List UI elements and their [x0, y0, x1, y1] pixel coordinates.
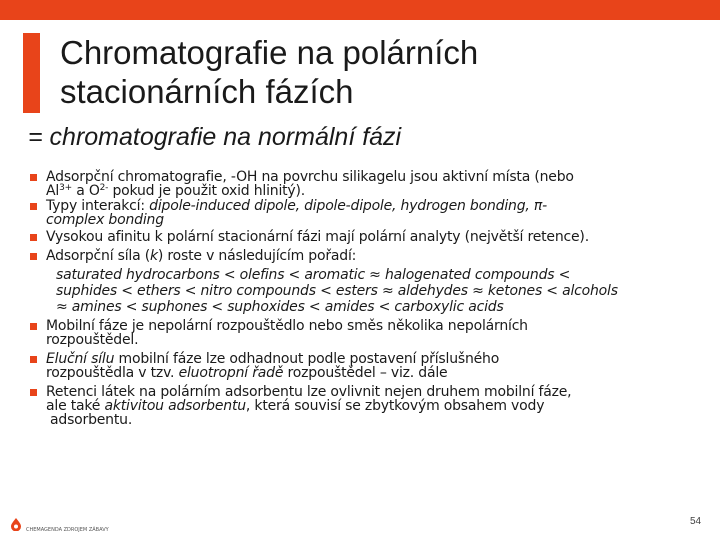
bullet-text: Mobilní fáze je nepolární rozpouštědlo nebo směs několika nepolárních — [46, 318, 528, 334]
bullet-text: rozpouštědel. — [46, 332, 139, 348]
bullet-affinity — [30, 230, 710, 244]
text-span: pokud je použit oxid hlinitý). — [108, 183, 306, 199]
bullet-text — [46, 249, 710, 263]
bullet-text — [46, 199, 710, 213]
bullet-square-icon — [30, 356, 37, 363]
text-italic: Eluční sílu — [46, 351, 115, 367]
bullet-square-icon — [30, 234, 37, 241]
bullet-square-icon — [30, 253, 37, 260]
footer-text: CHEMAGENDA ZDROJEM ZÁBAVY — [26, 527, 109, 533]
bullet-text — [46, 399, 710, 413]
bullet-square-icon — [30, 389, 37, 396]
bullet-interactions — [30, 199, 710, 227]
text-italic: k — [150, 248, 158, 264]
bullet-text — [46, 184, 710, 198]
title-line-2: stacionárních fázích — [60, 73, 354, 110]
text-span: rozpouštědla v tzv. — [46, 365, 179, 381]
chemagenda-logo-icon — [10, 516, 22, 530]
text-span: Typy interakcí: — [46, 198, 150, 214]
slide-title — [60, 33, 700, 111]
bullet-square-icon — [30, 174, 37, 181]
sequence-line: ≈ amines < suphones < suphoxides < amides < carboxylic acids — [56, 299, 504, 315]
bullet-square-icon — [30, 203, 37, 210]
bullet-text: Adsorpční chromatografie, -OH na povrchu silikagelu jsou aktivní místa (nebo — [46, 169, 574, 185]
title-line-1: Chromatografie na polárních — [60, 34, 479, 71]
bullet-text: adsorbentu. — [50, 412, 133, 428]
bullet-list — [30, 170, 710, 427]
bullet-text — [46, 366, 710, 380]
text-span: Al — [46, 183, 60, 199]
bullet-text — [46, 352, 710, 366]
text-italic: aktivitou adsorbentu — [104, 398, 246, 414]
text-span: , která souvisí se zbytkovým obsahem vody — [245, 398, 545, 414]
superscript: 3+ — [59, 183, 72, 193]
top-accent-strip — [0, 0, 720, 20]
sequence-line: suphides < ethers < nitro compounds < esters ≈ aldehydes ≈ ketones < alcohols — [56, 283, 618, 299]
text-span: ) roste v následujícím pořadí: — [157, 248, 357, 264]
bullet-text: Retenci látek na polárním adsorbentu lze ovlivnit nejen druhem mobilní fáze, — [46, 384, 572, 400]
text-span: ale také — [46, 398, 105, 414]
text-span: a O — [71, 183, 100, 199]
bullet-adsorption-strength — [30, 249, 710, 314]
text-span: mobilní fáze lze odhadnout podle postavení příslušného — [114, 351, 500, 367]
slide-subtitle: = chromatografie na normální fázi — [28, 123, 402, 151]
bullet-adsorption — [30, 170, 710, 198]
bullet-text: Vysokou afinitu k polární stacionární fázi mají polární analyty (největší retence). — [46, 229, 589, 245]
text-italic: dipole-induced dipole, dipole-dipole, hydrogen bonding, π- — [149, 198, 547, 214]
title-accent-bar — [23, 33, 40, 113]
text-span: Adsorpční síla ( — [46, 248, 150, 264]
bullet-elution-strength — [30, 352, 710, 380]
text-italic: eluotropní řadě — [178, 365, 284, 381]
page-number: 54 — [690, 516, 702, 527]
sequence-line: saturated hydrocarbons < olefins < aromatic ≈ halogenated compounds < — [56, 267, 571, 283]
bullet-text: complex bonding — [46, 212, 164, 228]
superscript: 2- — [99, 183, 109, 193]
bullet-retention — [30, 385, 710, 427]
bullet-mobile-phase — [30, 319, 710, 347]
bullet-square-icon — [30, 323, 37, 330]
text-span: rozpouštědel – viz. dále — [283, 365, 448, 381]
